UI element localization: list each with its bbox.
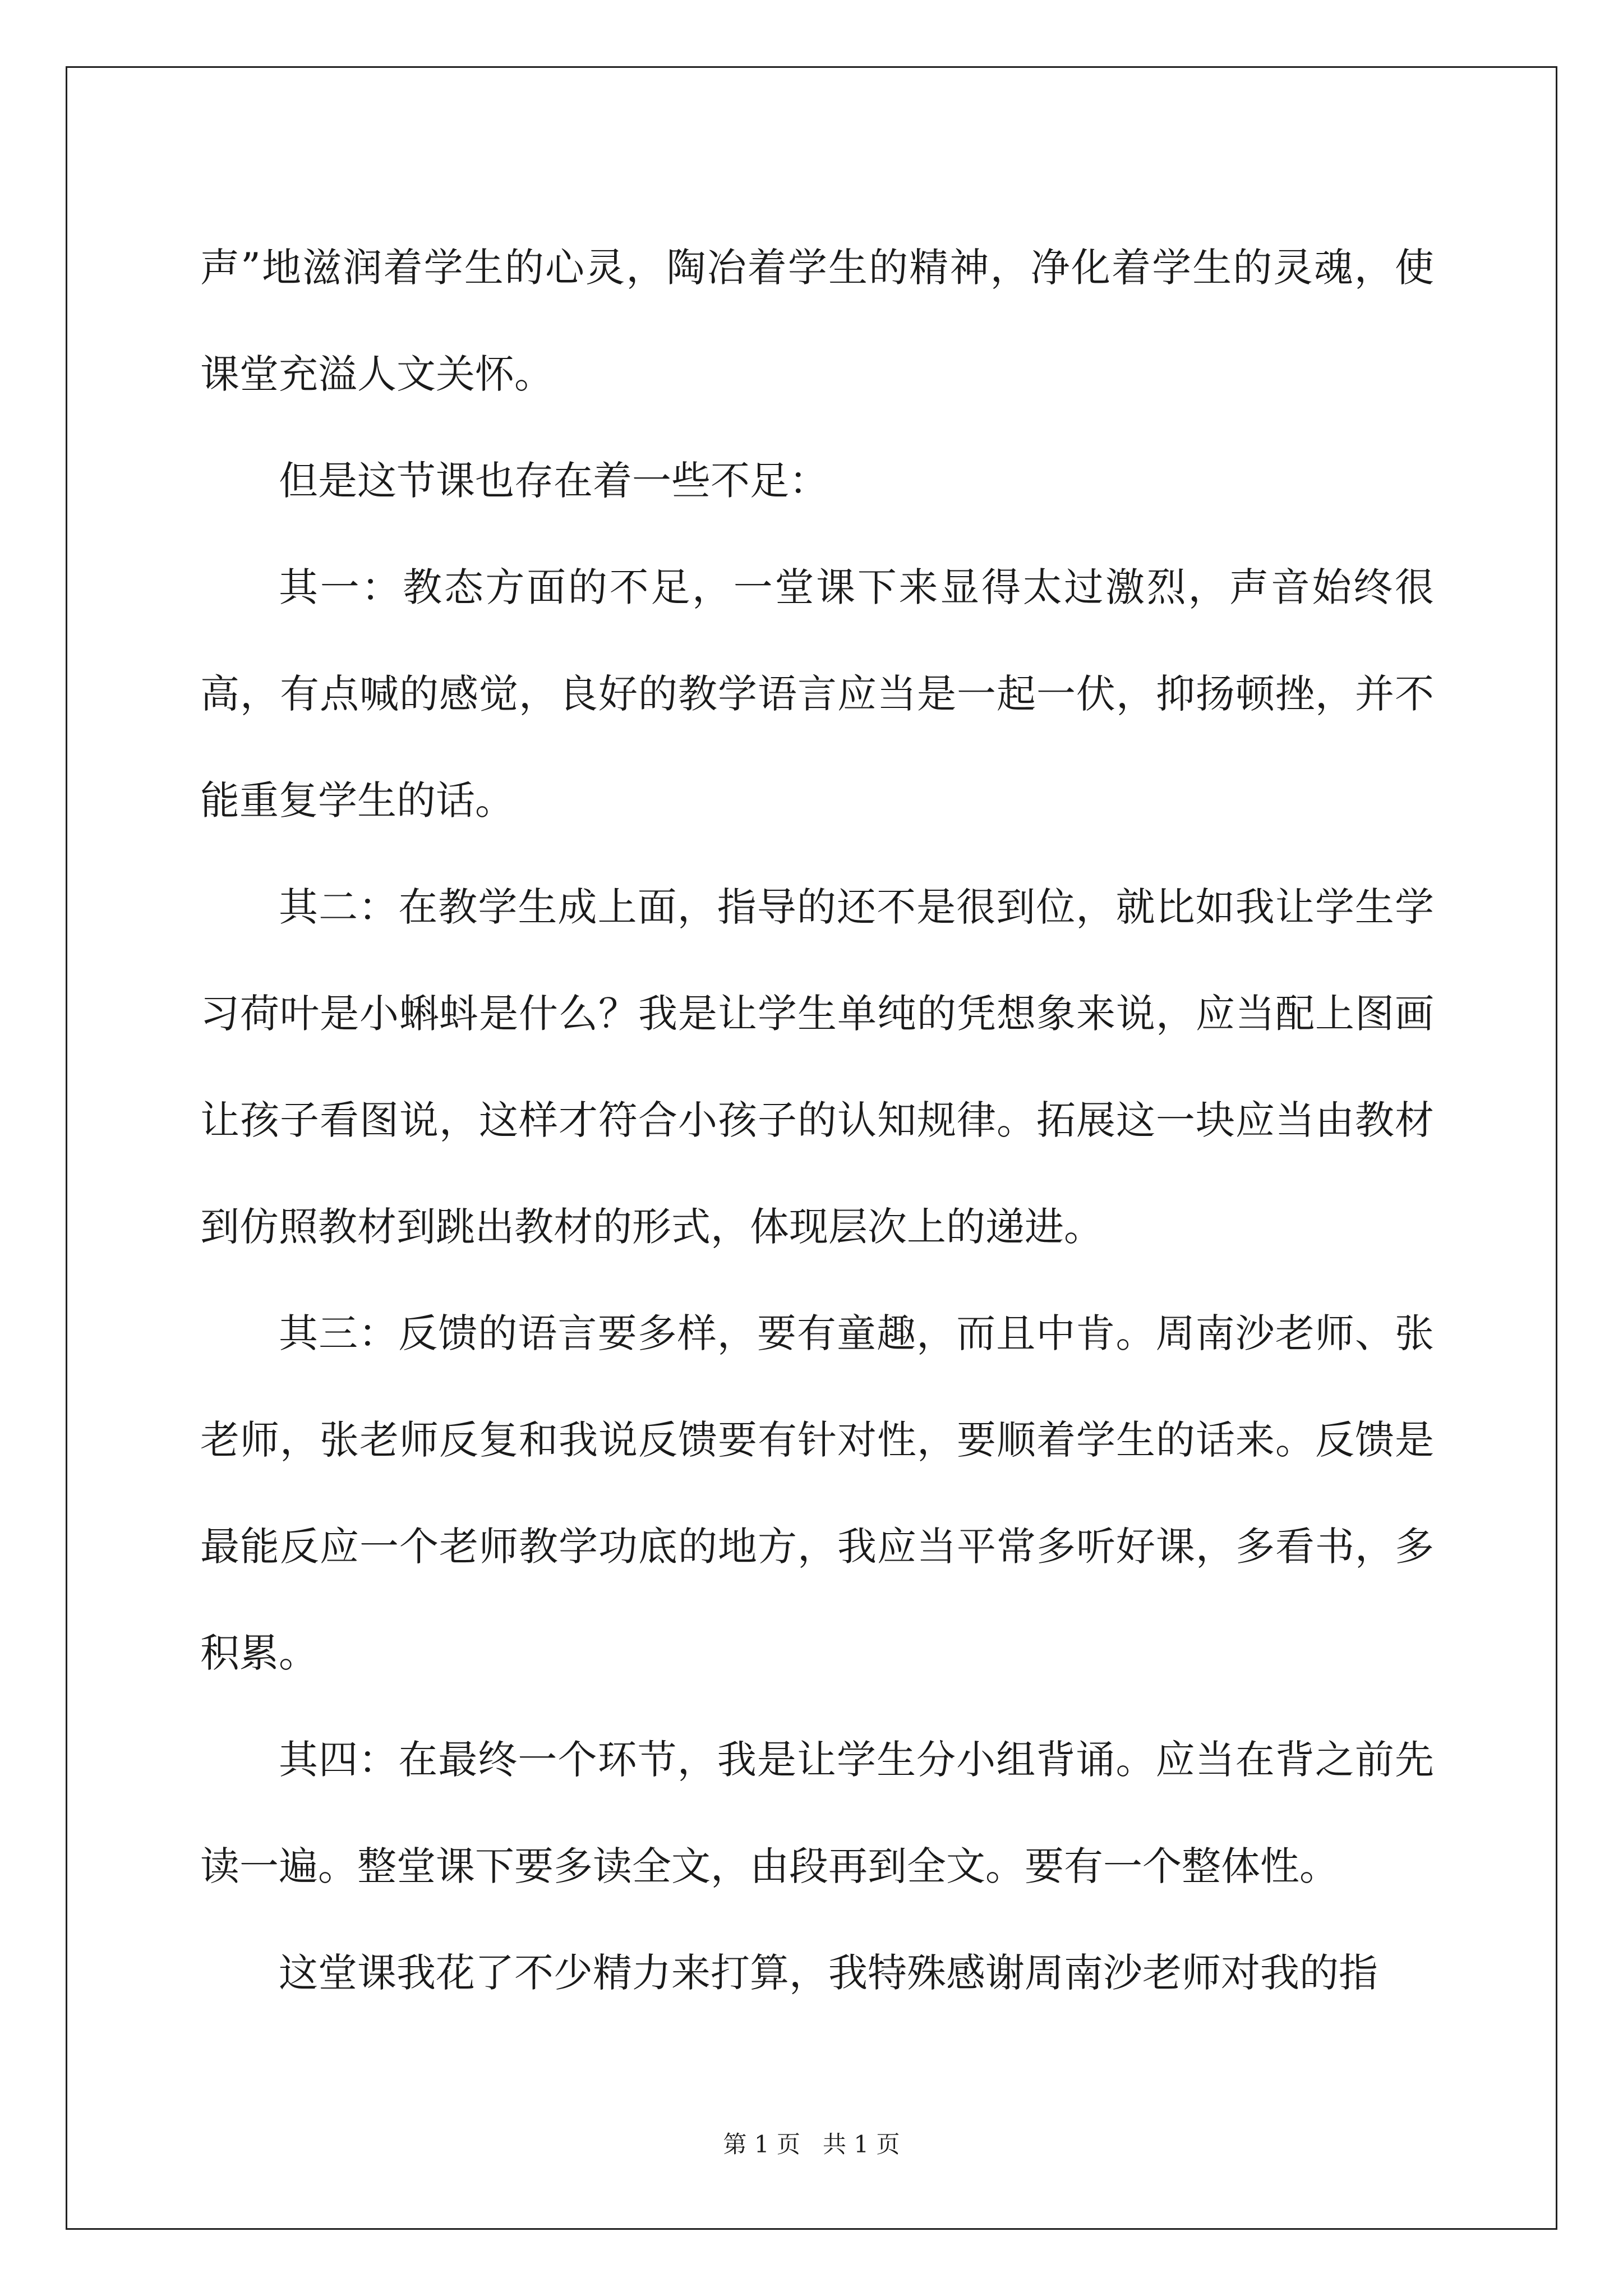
paragraph-4: 其二：在教学生成上面，指导的还不是很到位，就比如我让学生学习荷叶是小蝌蚪是什么？我是让学生单纯的凭想象来说，应当配上图画让孩子看图说，这样才符合小孩子的认知规律。拓展这一块应当由教材到仿照教材到跳出教材的形式，体现层次上的递进。 — [200, 884, 1434, 1250]
paragraph-6: 其四：在最终一个环节，我是让学生分小组背诵。应当在背之前先读一遍。整堂课下要多读全文，由段再到全文。要有一个整体性。 — [200, 1737, 1434, 1889]
paragraph-2: 但是这节课也存在着一些不足： — [279, 458, 828, 504]
paragraph-1: 声”地滋润着学生的心灵，陶冶着学生的精神，净化着学生的灵魂，使课堂充溢人文关怀。 — [200, 245, 1434, 397]
paragraph-7: 这堂课我花了不少精力来打算，我特殊感谢周南沙老师对我的指 — [279, 1950, 1378, 1996]
page-total: 共 1 页 — [823, 2131, 900, 2158]
page-footer — [0, 2126, 1623, 2160]
paragraph-3: 其一：教态方面的不足，一堂课下来显得太过激烈，声音始终很高，有点喊的感觉，良好的教学语言应当是一起一伏，抑扬顿挫，并不能重复学生的话。 — [200, 564, 1434, 823]
page-number: 第 1 页 — [723, 2131, 800, 2158]
document-body — [200, 214, 1434, 2026]
paragraph-5: 其三：反馈的语言要多样，要有童趣，而且中肯。周南沙老师、张老师，张老师反复和我说反馈要有针对性，要顺着学生的话来。反馈是最能反应一个老师教学功底的地方，我应当平常多听好课，多看书，多积累。 — [200, 1310, 1434, 1676]
